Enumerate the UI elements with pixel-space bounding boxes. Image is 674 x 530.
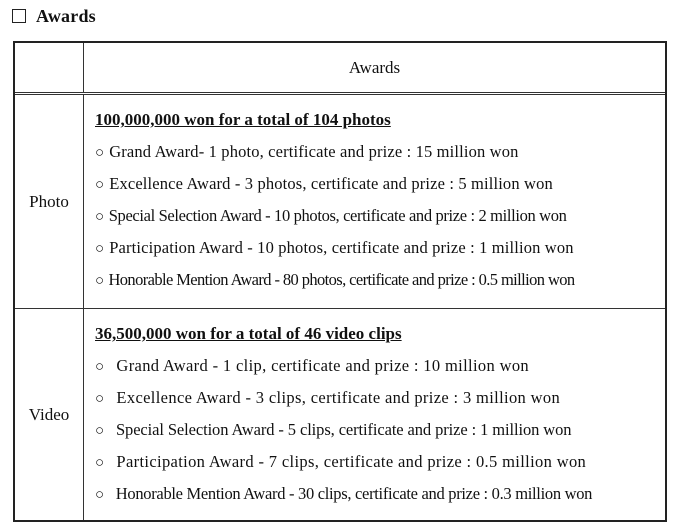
video-award-text: Honorable Mention Award - 30 clips, certificate and prize : 0.3 million won: [115, 484, 593, 503]
video-award-text: Special Selection Award - 5 clips, certificate and prize : 1 million won: [115, 420, 572, 439]
video-awards-cell: [84, 309, 665, 520]
photo-category-label: Photo: [15, 95, 84, 308]
bullet-circle-icon: ○: [95, 209, 104, 225]
photo-award-text: Honorable Mention Award - 80 photos, certificate and prize : 0.5 million won: [108, 270, 575, 289]
photo-award-text: Special Selection Award - 10 photos, certificate and prize : 2 million won: [108, 206, 567, 225]
video-award-item: [95, 483, 663, 515]
video-award-item: [95, 419, 663, 451]
video-award-text: Excellence Award - 3 clips, certificate and prize : 3 million won: [116, 388, 561, 407]
photo-award-list: [95, 109, 663, 301]
bullet-circle-icon: ○: [95, 145, 105, 161]
video-award-item: [95, 387, 663, 419]
photo-award-item: [95, 205, 663, 237]
header-empty-cell: [15, 43, 84, 92]
bullet-circle-icon: ○: [95, 177, 105, 193]
video-row: [15, 309, 665, 520]
bullet-circle-icon: ○: [95, 487, 104, 503]
photo-award-text: Grand Award- 1 photo, certificate and prize : 15 million won: [109, 142, 519, 161]
bullet-circle-icon: ○: [95, 359, 105, 375]
photo-row: [15, 95, 665, 309]
bullet-circle-icon: ○: [95, 273, 104, 289]
section-title: Awards: [36, 5, 96, 26]
photo-total: 100,000,000 won for a total of 104 photos: [95, 110, 391, 129]
photo-award-item: [95, 269, 663, 301]
bullet-circle-icon: ○: [95, 423, 104, 439]
photo-award-text: Excellence Award - 3 photos, certificate and prize : 5 million won: [109, 174, 553, 193]
photo-award-item: [95, 141, 663, 173]
photo-awards-cell: [84, 95, 665, 308]
video-total: 36,500,000 won for a total of 46 video clips: [95, 324, 402, 343]
awards-table: [13, 41, 667, 522]
header-cell: [84, 43, 665, 92]
checkbox-icon: [12, 9, 26, 23]
header-awards-label: Awards: [348, 57, 401, 77]
video-award-text: Grand Award - 1 clip, certificate and prize : 10 million won: [116, 356, 530, 375]
table-header-row: [15, 43, 665, 95]
photo-award-item: [95, 237, 663, 269]
video-award-list: [95, 323, 663, 515]
bullet-circle-icon: ○: [95, 455, 105, 471]
section-heading: [12, 4, 96, 28]
video-award-item: [95, 355, 663, 387]
video-category-label: Video: [15, 309, 84, 520]
video-award-text: Participation Award - 7 clips, certificate and prize : 0.5 million won: [116, 452, 587, 471]
photo-award-item: [95, 173, 663, 205]
video-award-item: [95, 451, 663, 483]
bullet-circle-icon: ○: [95, 241, 105, 257]
photo-award-text: Participation Award - 10 photos, certificate and prize : 1 million won: [109, 238, 574, 257]
bullet-circle-icon: ○: [95, 391, 105, 407]
